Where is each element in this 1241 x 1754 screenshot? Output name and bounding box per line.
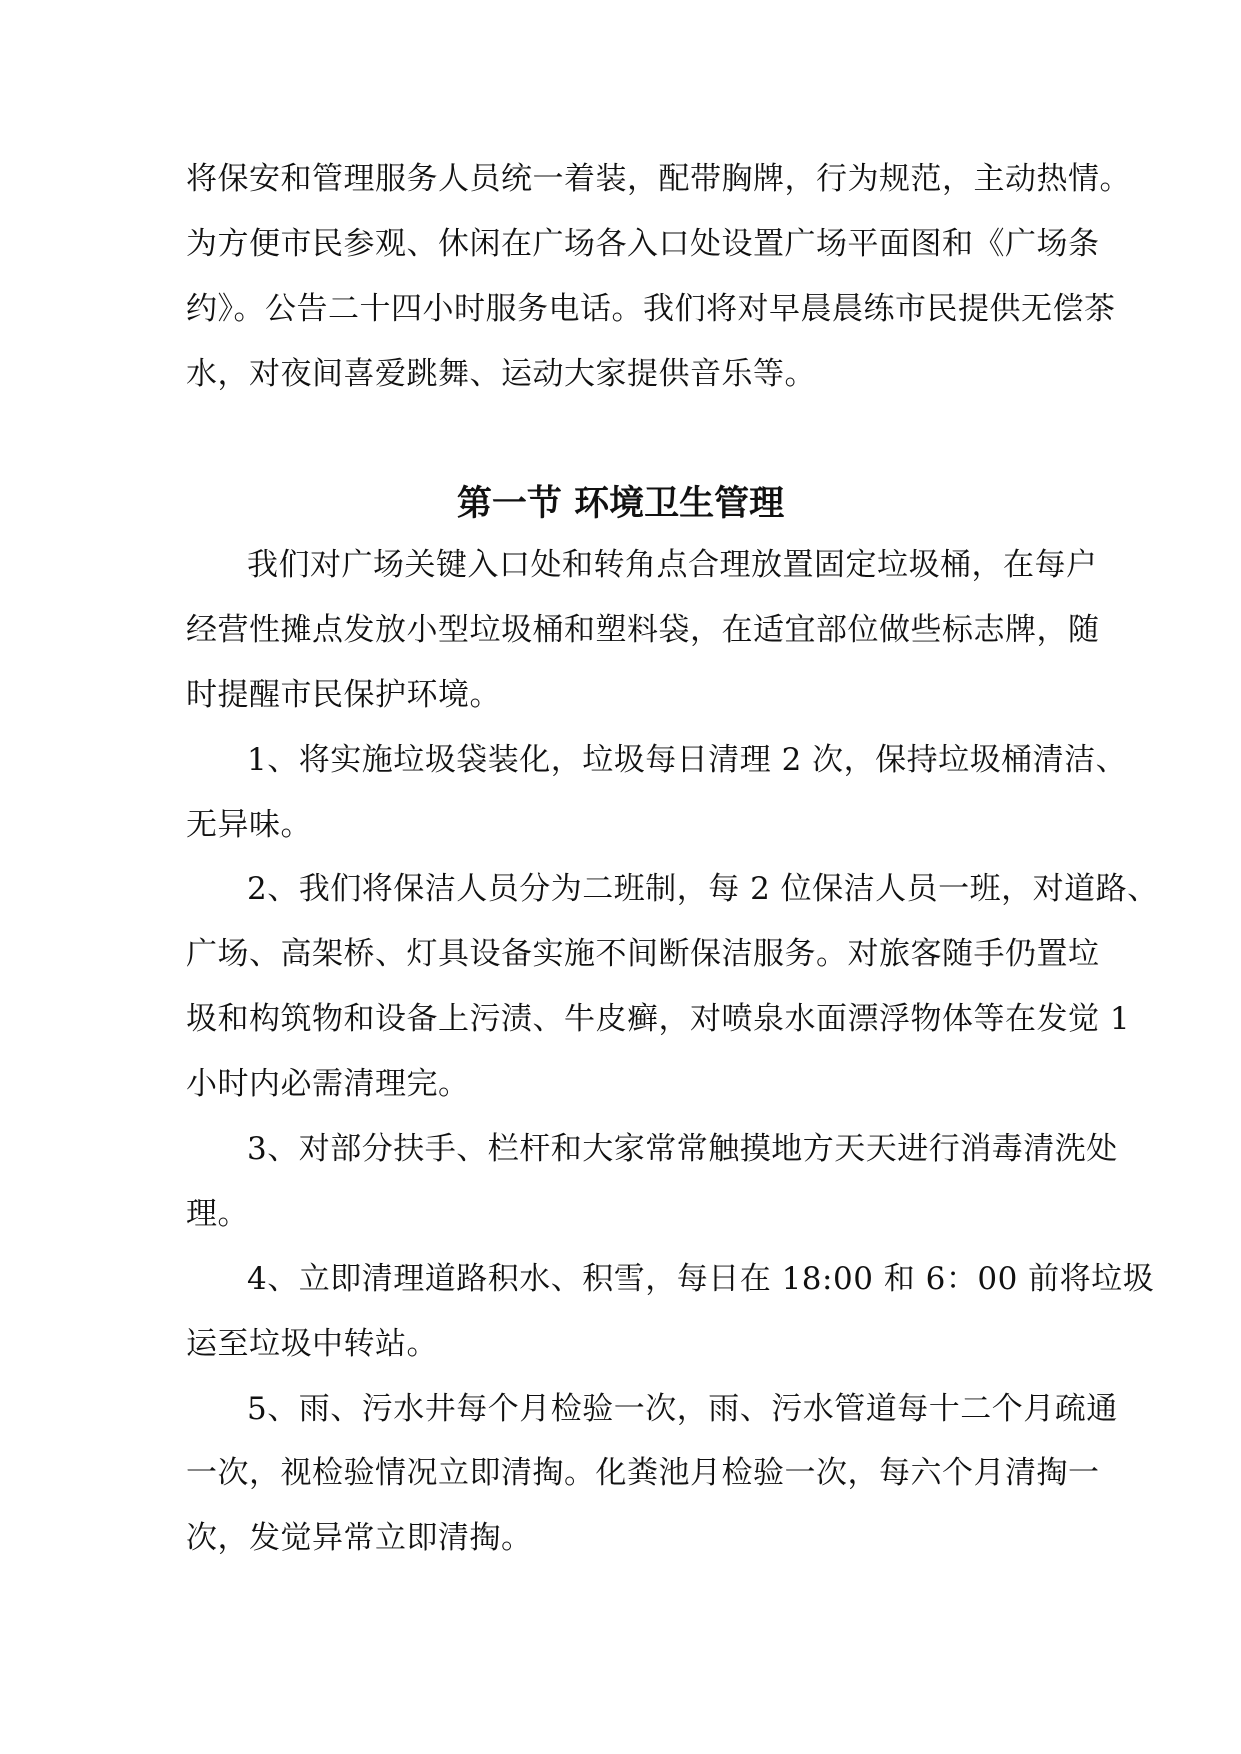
paragraph-line: 经营性摊点发放小型垃圾桶和塑料袋，在适宜部位做些标志牌，随 [186, 612, 1100, 648]
list-item-line: 5、雨、污水井每个月检验一次，雨、污水管道每十二个月疏通 [247, 1391, 1118, 1427]
list-item-line: 1、将实施垃圾袋装化，垃圾每日清理 2 次，保持垃圾桶清洁、 [247, 742, 1128, 778]
list-item-line: 运至垃圾中转站。 [186, 1326, 438, 1362]
list-item-line: 4、立即清理道路积水、积雪，每日在 18:00 和 6：00 前将垃圾 [247, 1261, 1155, 1297]
list-item-line: 3、对部分扶手、栏杆和大家常常触摸地方天天进行消毒清洗处 [247, 1131, 1118, 1167]
paragraph-line: 为方便市民参观、休闲在广场各入口处设置广场平面图和《广场条 [186, 226, 1100, 262]
list-item-line: 一次，视检验情况立即清掏。化粪池月检验一次，每六个月清掏一 [186, 1455, 1100, 1491]
paragraph-line: 时提醒市民保护环境。 [186, 677, 501, 713]
list-item-line: 次，发觉异常立即清掏。 [186, 1520, 533, 1556]
paragraph-line: 将保安和管理服务人员统一着装，配带胸牌，行为规范，主动热情。 [186, 161, 1131, 197]
paragraph-line: 约》。公告二十四小时服务电话。我们将对早晨晨练市民提供无偿茶 [186, 291, 1116, 327]
list-item-line: 小时内必需清理完。 [186, 1066, 470, 1102]
section-heading: 第一节 环境卫生管理 [456, 483, 785, 524]
paragraph-line: 我们对广场关键入口处和转角点合理放置固定垃圾桶，在每户 [247, 547, 1098, 583]
list-item-line: 理。 [186, 1196, 249, 1232]
list-item-line: 广场、高架桥、灯具设备实施不间断保洁服务。对旅客随手仍置垃 [186, 936, 1100, 972]
paragraph-line: 水，对夜间喜爱跳舞、运动大家提供音乐等。 [186, 356, 816, 392]
list-item-line: 无异味。 [186, 807, 312, 843]
list-item-line: 圾和构筑物和设备上污渍、牛皮癣，对喷泉水面漂浮物体等在发觉 1 [186, 1001, 1131, 1037]
list-item-line: 2、我们将保洁人员分为二班制，每 2 位保洁人员一班，对道路、 [247, 871, 1159, 907]
